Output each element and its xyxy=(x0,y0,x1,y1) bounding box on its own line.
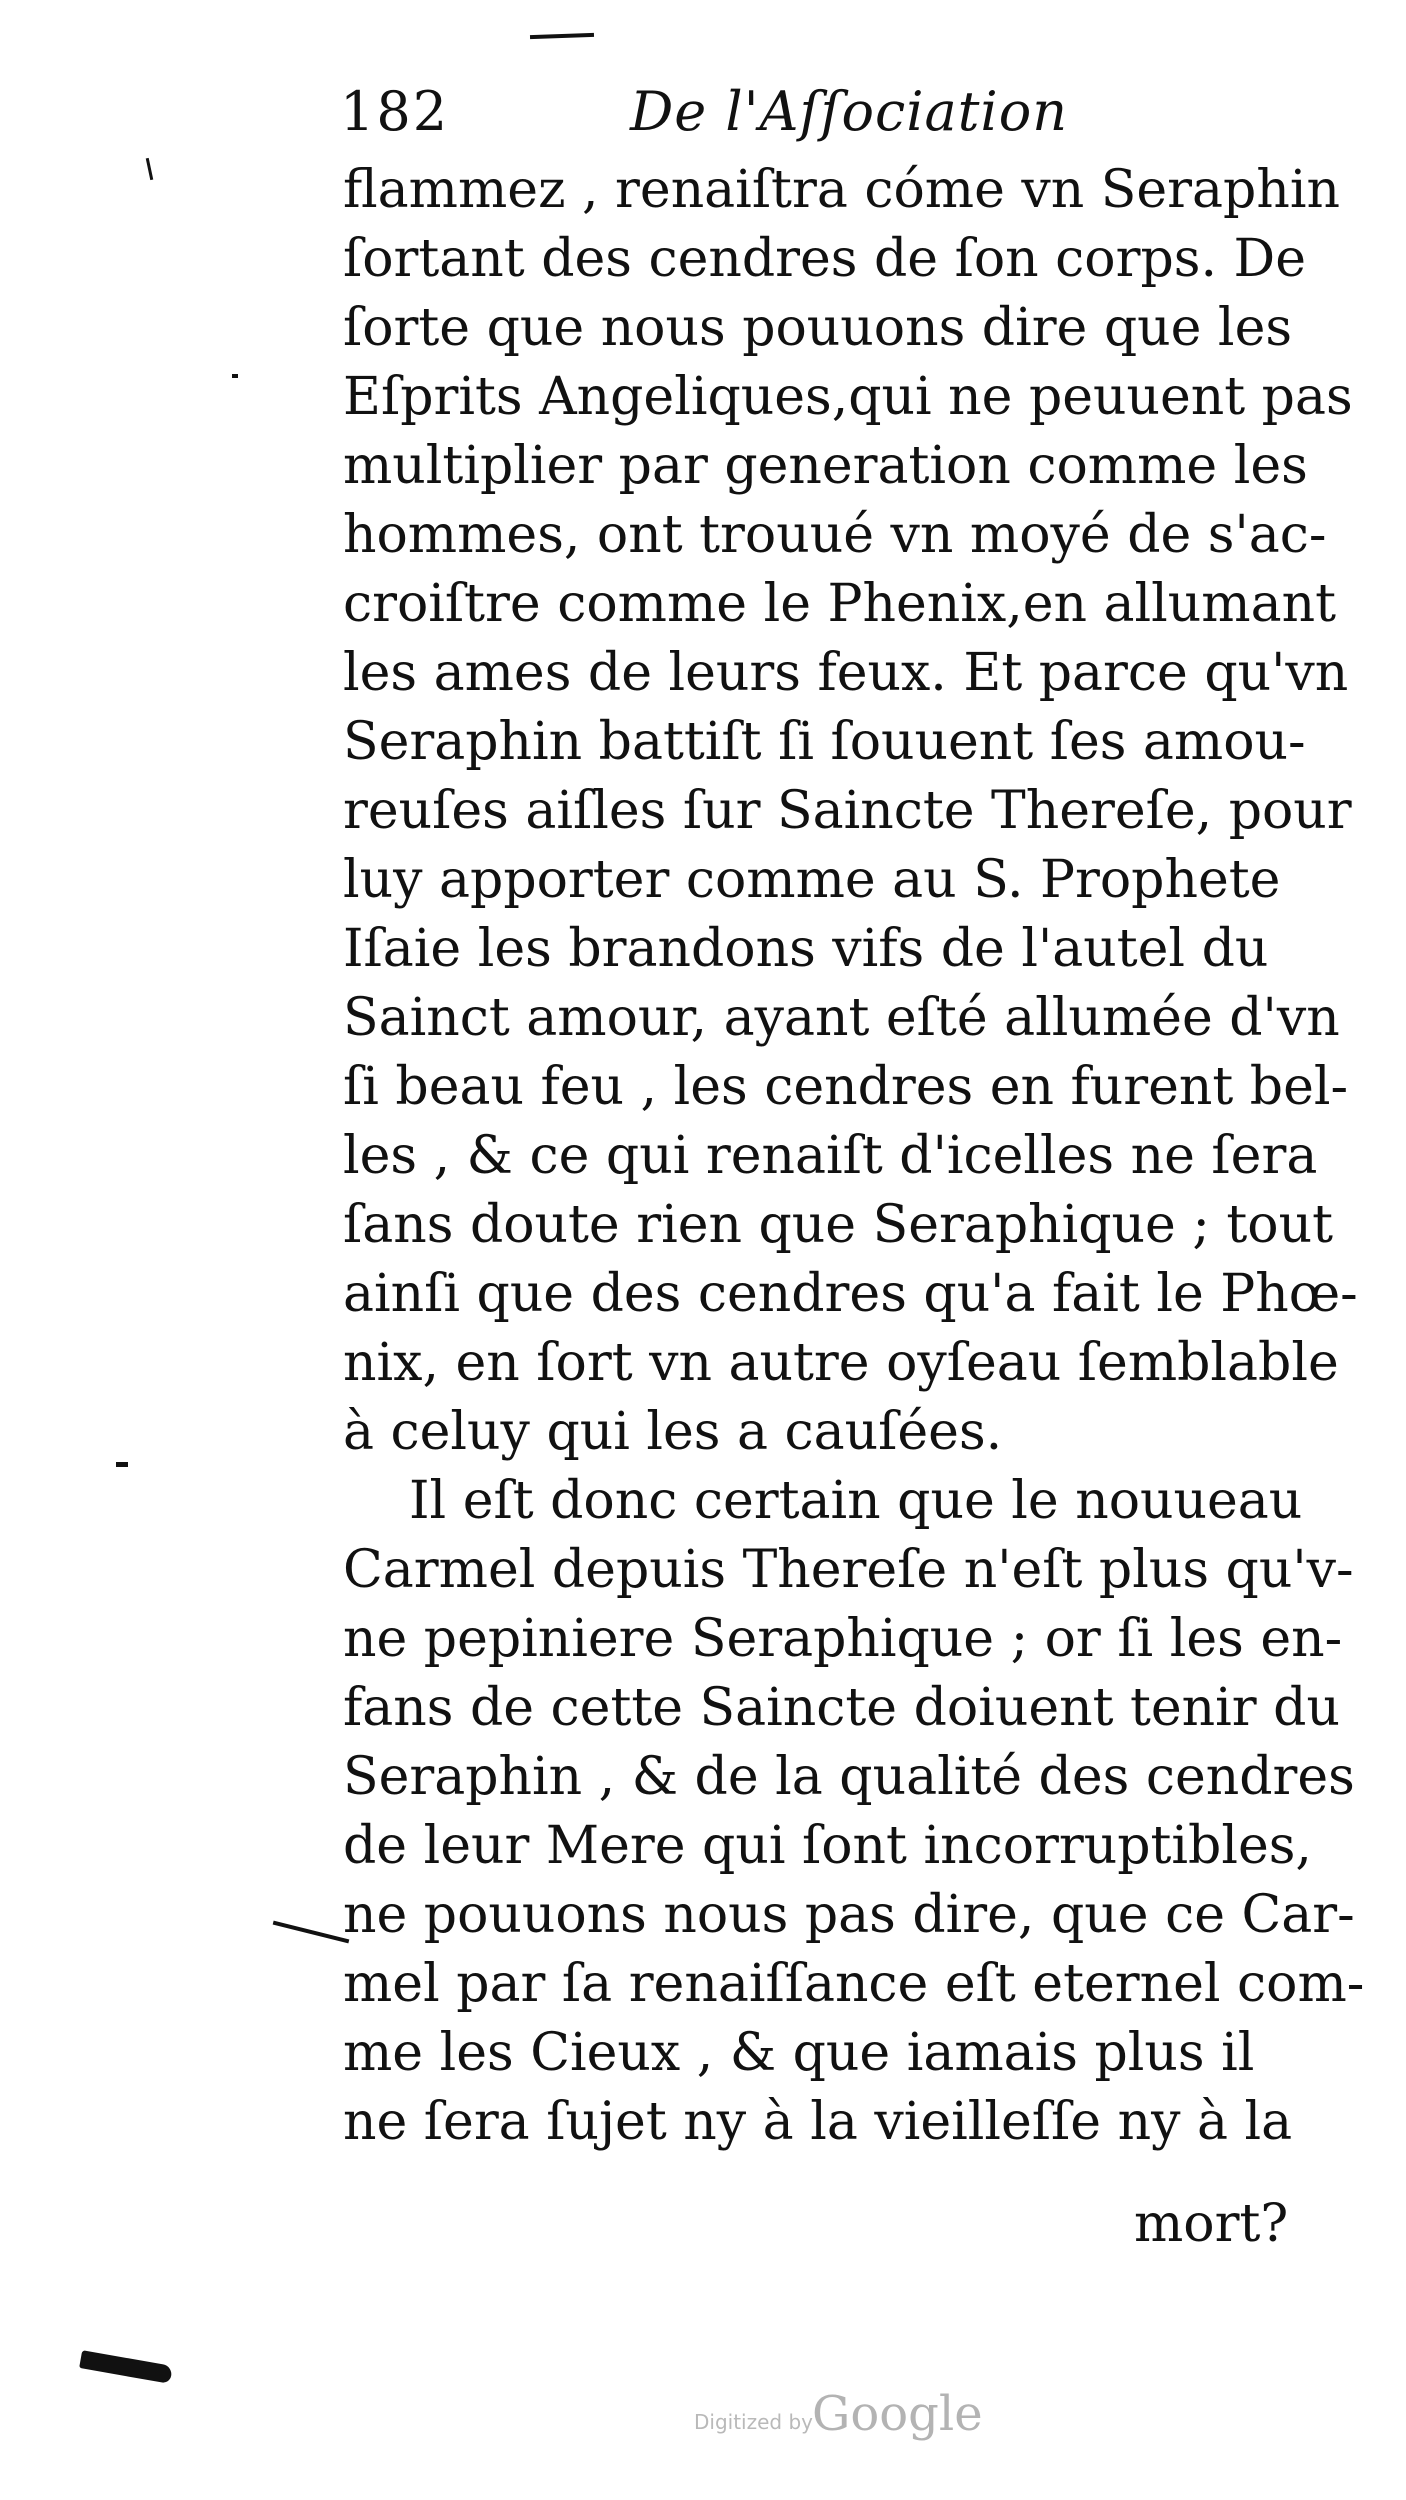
text-line: hommes, ont trouué vn moyé de s'ac- xyxy=(343,505,1327,565)
text-line: ainſi que des cendres qu'a fait le Phœ- xyxy=(343,1264,1358,1324)
body-text xyxy=(343,156,1365,2157)
text-line: ſans doute rien que Seraphique ; tout xyxy=(343,1195,1333,1255)
paragraph-first-line: Il eſt donc certain que le nouueau xyxy=(409,1471,1303,1531)
ink-mark xyxy=(116,1462,128,1467)
text-line: Carmel depuis Thereſe n'eſt plus qu'v- xyxy=(343,1540,1354,1600)
text-line: ſorte que nous pouuons dire que les xyxy=(343,298,1293,358)
text-line: ne pepiniere Seraphique ; or ſi les en- xyxy=(343,1609,1343,1669)
ink-blot xyxy=(79,2350,173,2384)
text-line: ne pouuons nous pas dire, que ce Car- xyxy=(343,1885,1355,1945)
ink-mark xyxy=(273,1921,350,1944)
text-line: ſi beau feu , les cendres en furent bel- xyxy=(343,1057,1349,1117)
text-line: les ames de leurs feux. Et parce qu'vn xyxy=(343,643,1349,703)
digitized-label: Digitized by xyxy=(694,2410,813,2434)
ink-mark xyxy=(146,158,154,180)
text-line: ſortant des cendres de ſon corps. De xyxy=(343,229,1306,289)
text-line: nix, en ſort vn autre oyſeau ſemblable xyxy=(343,1333,1339,1393)
text-line: fans de cette Saincte doiuent tenir du xyxy=(343,1678,1340,1738)
text-line: flammez , renaiſtra cóme vn Seraphin xyxy=(343,160,1340,220)
ink-mark xyxy=(232,374,238,378)
text-line: reuſes aiſles ſur Saincte Thereſe, pour xyxy=(343,781,1352,841)
text-line: à celuy qui les a cauſées. xyxy=(343,1402,1003,1462)
catchword: mort? xyxy=(1134,2194,1289,2254)
text-line: me les Cieux , & que iamais plus il xyxy=(343,2023,1255,2083)
text-line: de leur Mere qui ſont incorruptibles, xyxy=(343,1816,1312,1876)
digitized-watermark xyxy=(694,2378,1054,2448)
running-title: De l'Aſſociation xyxy=(630,80,1068,143)
text-line: Sainct amour, ayant eſté allumée d'vn xyxy=(343,988,1340,1048)
running-header xyxy=(340,72,1080,152)
text-line: luy apporter comme au S. Prophete xyxy=(343,850,1281,910)
text-line: Iſaie les brandons vifs de l'autel du xyxy=(343,919,1269,979)
ink-mark xyxy=(530,33,594,39)
text-line: Seraphin battiſt ſi ſouuent ſes amou- xyxy=(343,712,1306,772)
text-line: Eſprits Angeliques,qui ne peuuent pas xyxy=(343,367,1353,427)
page-number: 182 xyxy=(340,80,450,143)
google-logo: Google xyxy=(812,2386,983,2442)
text-line: ne ſera ſujet ny à la vieilleſſe ny à la xyxy=(343,2092,1293,2152)
text-line: multiplier par generation comme les xyxy=(343,436,1308,496)
text-line: Seraphin , & de la qualité des cendres xyxy=(343,1747,1355,1807)
text-line: les , & ce qui renaiſt d'icelles ne ſera xyxy=(343,1126,1318,1186)
text-line: croiſtre comme le Phenix,en allumant xyxy=(343,574,1336,634)
text-line: mel par ſa renaiſſance eſt eternel com- xyxy=(343,1954,1365,2014)
